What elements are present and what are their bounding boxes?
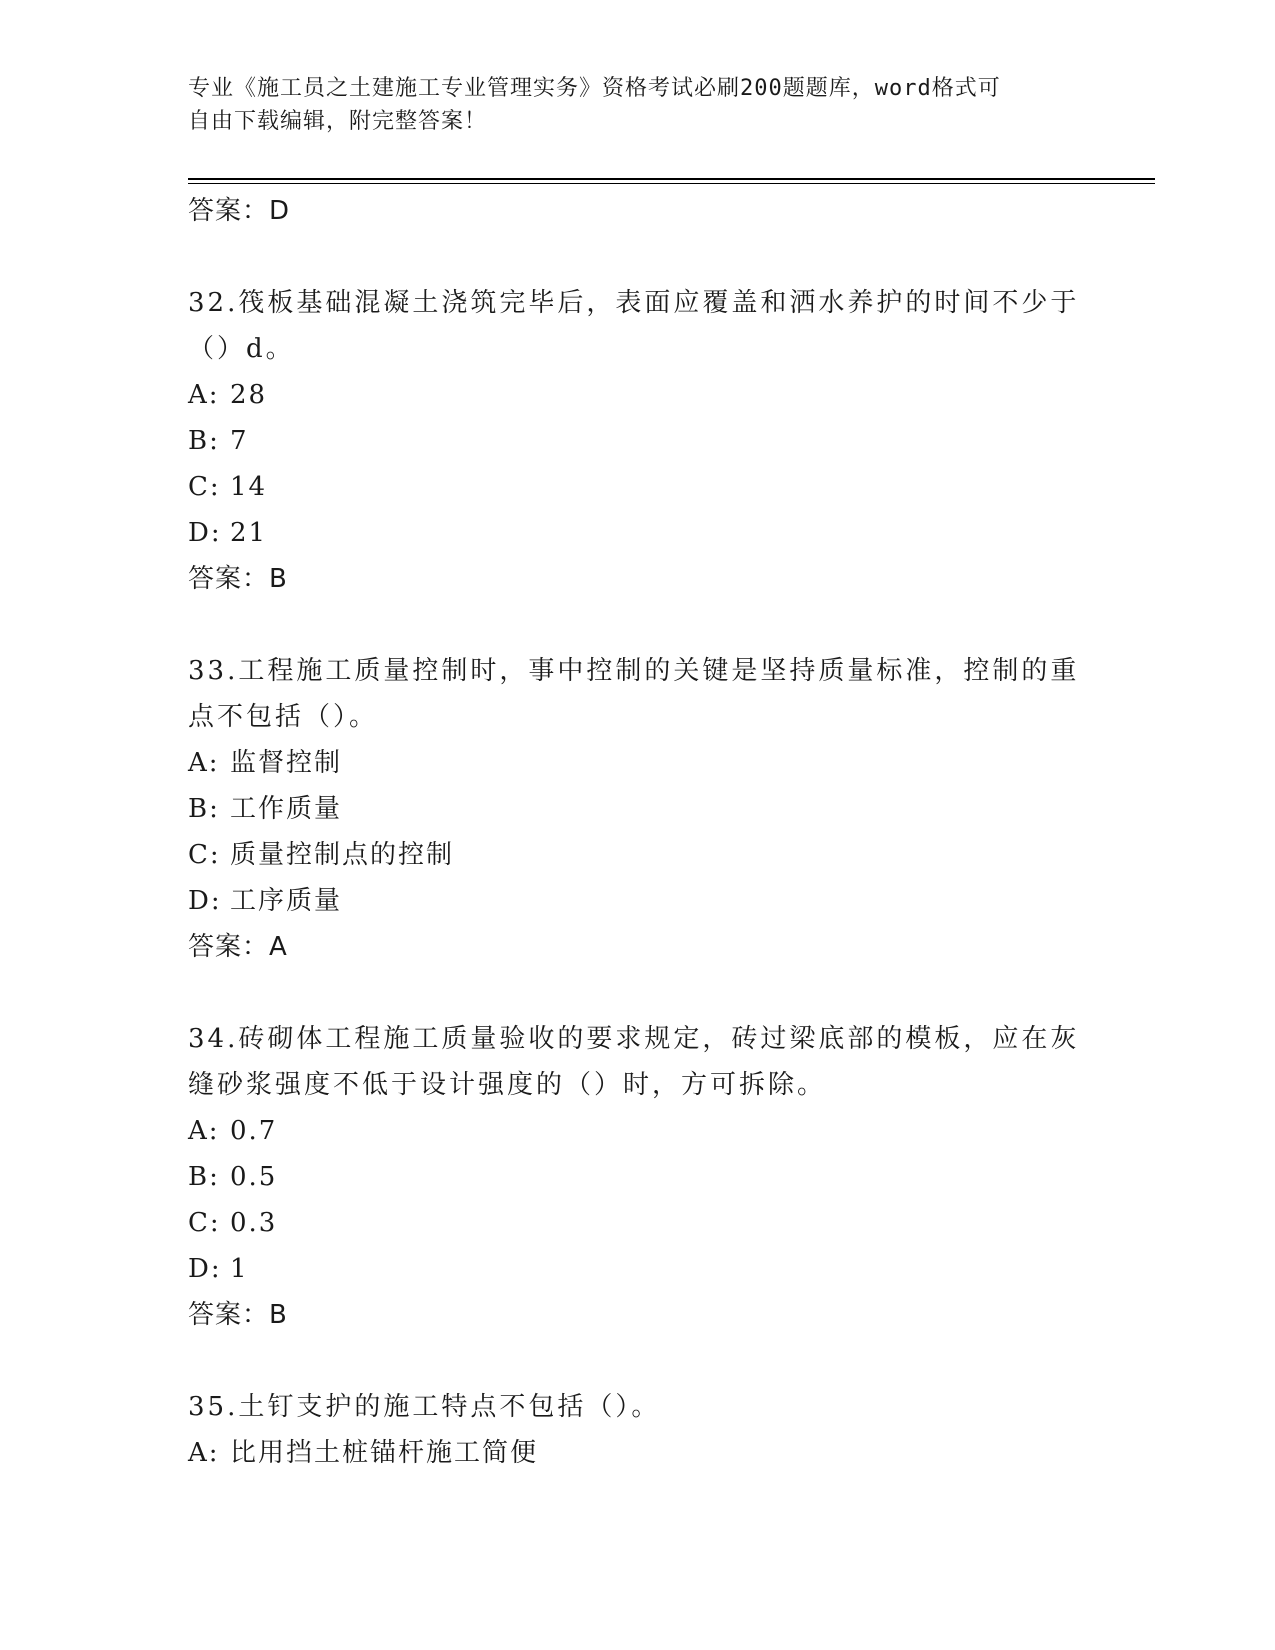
option-text: 0.3 (230, 1208, 278, 1238)
option-c (188, 464, 1088, 510)
question-block (188, 1016, 1088, 1338)
option-letter: A: (188, 380, 220, 410)
option-a (188, 1430, 1088, 1476)
option-letter: A: (188, 1116, 220, 1146)
option-letter: B: (188, 794, 220, 824)
document-body (188, 188, 1088, 1476)
option-a (188, 1108, 1088, 1154)
option-letter: A: (188, 1438, 220, 1468)
option-a (188, 372, 1088, 418)
option-letter: C: (188, 472, 221, 502)
option-d (188, 1246, 1088, 1292)
spacer (188, 234, 1088, 280)
answer-line: 答案：B (188, 564, 288, 594)
option-b (188, 786, 1088, 832)
option-c (188, 1200, 1088, 1246)
header-line-1: 专业《施工员之土建施工专业管理实务》资格考试必刷200题题库，word格式可 (188, 76, 1001, 101)
option-text: 14 (230, 472, 268, 502)
answer-line: 答案：B (188, 1300, 288, 1330)
header-divider-thick (188, 178, 1155, 180)
question-block (188, 280, 1088, 602)
question-text: 34.砖砌体工程施工质量验收的要求规定，砖过梁底部的模板，应在灰缝砂浆强度不低于设计强度的（）时，方可拆除。 (188, 1024, 1080, 1100)
header-line-2: 自由下载编辑，附完整答案！ (188, 109, 488, 134)
option-text: 质量控制点的控制 (230, 840, 455, 870)
option-letter: A: (188, 748, 220, 778)
option-text: 比用挡土桩锚杆施工简便 (230, 1438, 539, 1468)
option-letter: D: (188, 1254, 222, 1284)
option-letter: B: (188, 1162, 220, 1192)
answer-line: 答案：A (188, 932, 288, 962)
option-letter: D: (188, 886, 222, 916)
option-letter: C: (188, 1208, 221, 1238)
question-text: 33.工程施工质量控制时，事中控制的关键是坚持质量标准，控制的重点不包括（）。 (188, 656, 1080, 732)
option-text: 21 (230, 518, 268, 548)
option-text: 1 (230, 1254, 249, 1284)
option-a (188, 740, 1088, 786)
option-letter: B: (188, 426, 220, 456)
option-text: 28 (230, 380, 268, 410)
option-text: 0.7 (230, 1116, 278, 1146)
option-letter: D: (188, 518, 222, 548)
option-b (188, 418, 1088, 464)
option-text: 7 (230, 426, 249, 456)
question-text: 35.土钉支护的施工特点不包括（）。 (188, 1392, 661, 1422)
question-block (188, 648, 1088, 970)
option-text: 监督控制 (230, 748, 343, 778)
spacer (188, 970, 1088, 1016)
option-text: 工序质量 (230, 886, 343, 916)
question-block (188, 1384, 1088, 1476)
option-d (188, 510, 1088, 556)
spacer (188, 602, 1088, 648)
question-text: 32.筏板基础混凝土浇筑完毕后，表面应覆盖和洒水养护的时间不少于（）d。 (188, 288, 1080, 364)
option-b (188, 1154, 1088, 1200)
header-divider-thin (188, 183, 1155, 184)
option-c (188, 832, 1088, 878)
option-text: 工作质量 (230, 794, 343, 824)
option-text: 0.5 (230, 1162, 278, 1192)
option-d (188, 878, 1088, 924)
spacer (188, 1338, 1088, 1384)
answer-line: 答案：D (188, 196, 291, 226)
document-header (188, 72, 1078, 138)
option-letter: C: (188, 840, 221, 870)
